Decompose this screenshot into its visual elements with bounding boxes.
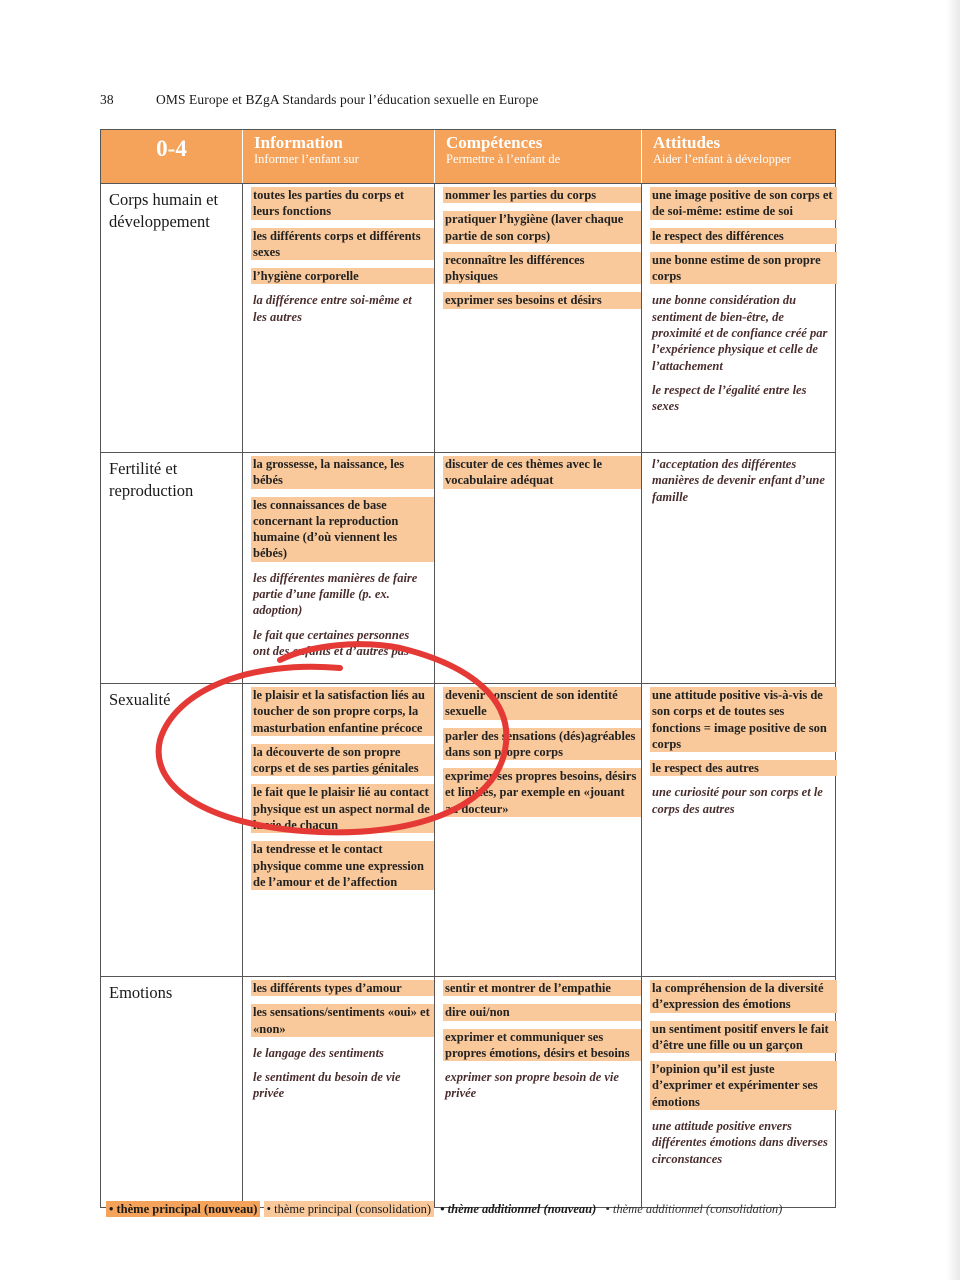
main-theme-item: la découverte de son propre corps et de ses parties génitales — [251, 744, 434, 777]
table-row — [101, 683, 835, 976]
cell-competences — [435, 453, 642, 683]
column-subtitle: Informer l’enfant sur — [254, 152, 359, 166]
cell-attitudes — [642, 184, 837, 452]
additional-theme-item: les différentes manières de faire partie d’une famille (p. ex. adoption) — [253, 570, 418, 618]
main-theme-item: un sentiment positif envers le fait d’être une fille ou un garçon — [650, 1021, 837, 1054]
additional-theme-item: le langage des sentiments — [253, 1045, 384, 1060]
cell-information — [243, 453, 435, 683]
cell-information — [243, 684, 435, 976]
table-row — [101, 452, 835, 683]
main-theme-item: le plaisir et la satisfaction liés au toucher de son propre corps, la masturbation enfantine précoce — [251, 687, 434, 736]
main-theme-item: exprimer ses besoins et désirs — [443, 292, 641, 308]
main-theme-item: une bonne estime de son propre corps — [650, 252, 837, 285]
column-title: Information — [254, 133, 343, 152]
column-subtitle: Aider l’enfant à développer — [653, 152, 791, 166]
main-theme-item: exprimer et communiquer ses propres émotions, désirs et besoins — [443, 1029, 641, 1062]
additional-theme-item: la différence entre soi-même et les autres — [253, 293, 412, 324]
column-title: Compétences — [446, 133, 543, 152]
main-theme-item: dire oui/non — [443, 1004, 641, 1020]
main-theme-item: nommer les parties du corps — [443, 187, 641, 203]
main-theme-item: une image positive de son corps et de soi-même: estime de soi — [650, 187, 837, 220]
main-theme-item: le fait que le plaisir lié au contact physique est un aspect normal de la vie de chacun — [251, 784, 434, 833]
additional-theme-item: le sentiment du besoin de vie privée — [253, 1070, 401, 1101]
column-header-information — [243, 130, 435, 183]
additional-theme-item: une bonne considération du sentiment de bien-être, de proximité et de confiance créé par l’expérience physique et celle de l’attachement — [652, 293, 828, 373]
main-theme-item: reconnaître les différences physiques — [443, 252, 641, 285]
additional-theme-item: le fait que certaines personnes ont des enfants et d’autres pas — [253, 627, 410, 658]
table-row — [101, 183, 835, 452]
main-theme-item: une attitude positive vis-à-vis de son corps et de toutes ses fonctions = image positive de son corps — [650, 687, 837, 752]
row-topic: Emotions — [101, 977, 243, 1207]
cell-information — [243, 184, 435, 452]
main-theme-item: la compréhension de la diversité d’expression des émotions — [650, 980, 837, 1013]
main-theme-item: sentir et montrer de l’empathie — [443, 980, 641, 996]
main-theme-item: l’hygiène corporelle — [251, 268, 434, 284]
main-theme-item: le respect des autres — [650, 760, 837, 776]
column-subtitle: Permettre à l’enfant de — [446, 152, 561, 166]
legend-additional-new: • thème additionnel (nouveau) — [440, 1202, 597, 1216]
main-theme-item: exprimer ses propres besoins, désirs et limites, par exemple en «jouant au docteur» — [443, 768, 641, 817]
column-header-competences — [435, 130, 642, 183]
additional-theme-item: une attitude positive envers différentes émotions dans diverses circonstances — [652, 1119, 828, 1166]
main-theme-item: les différents types d’amour — [251, 980, 434, 996]
page-header — [100, 92, 538, 108]
cell-information — [243, 977, 435, 1207]
legend — [106, 1202, 785, 1217]
table-body — [101, 183, 835, 1207]
cell-competences — [435, 977, 642, 1207]
main-theme-item: toutes les parties du corps et leurs fonctions — [251, 187, 434, 220]
row-topic: Fertilité et reproduction — [101, 453, 243, 683]
column-title: Attitudes — [653, 133, 721, 152]
main-theme-item: le respect des différences — [650, 228, 837, 244]
additional-theme-item: exprimer son propre besoin de vie privée — [445, 1070, 619, 1101]
cell-attitudes — [642, 453, 837, 683]
legend-primary-new: • thème principal (nouveau) — [106, 1201, 260, 1217]
table-header — [101, 130, 835, 183]
table-row — [101, 976, 835, 1207]
legend-primary-consolidation: • thème principal (consolidation) — [264, 1201, 434, 1217]
main-theme-item: les différents corps et différents sexes — [251, 228, 434, 261]
additional-theme-item: le respect de l’égalité entre les sexes — [652, 382, 807, 414]
main-theme-item: pratiquer l’hygiène (laver chaque partie de son corps) — [443, 211, 641, 244]
cell-attitudes — [642, 684, 837, 976]
additional-theme-item: l’acceptation des différentes manières de devenir enfant d’une famille — [652, 457, 825, 504]
legend-additional-consolidation: • thème additionnel (consolidation) — [605, 1202, 783, 1216]
document-title: OMS Europe et BZgA Standards pour l’éducation sexuelle en Europe — [156, 92, 539, 107]
additional-theme-item: une curiosité pour son corps et le corps des autres — [652, 785, 823, 816]
main-theme-item: discuter de ces thèmes avec le vocabulaire adéquat — [443, 456, 641, 489]
curriculum-table — [100, 129, 836, 1208]
age-group-label: 0-4 — [101, 130, 243, 183]
main-theme-item: devenir conscient de son identité sexuelle — [443, 687, 641, 720]
cell-competences — [435, 184, 642, 452]
row-topic: Sexualité — [101, 684, 243, 976]
main-theme-item: la tendresse et le contact physique comme une expression de l’amour et de l’affection — [251, 841, 434, 890]
main-theme-item: l’opinion qu’il est juste d’exprimer et expérimenter ses émotions — [650, 1061, 837, 1110]
main-theme-item: la grossesse, la naissance, les bébés — [251, 456, 434, 489]
main-theme-item: parler des sensations (dés)agréables dans son propre corps — [443, 728, 641, 761]
main-theme-item: les sensations/sentiments «oui» et «non» — [251, 1004, 434, 1037]
column-header-attitudes — [642, 130, 837, 183]
page-edge-shadow — [946, 0, 960, 1280]
main-theme-item: les connaissances de base concernant la reproduction humaine (d’où viennent les bébés) — [251, 497, 434, 562]
page-number: 38 — [100, 92, 114, 107]
cell-competences — [435, 684, 642, 976]
cell-attitudes — [642, 977, 837, 1207]
row-topic: Corps humain et développement — [101, 184, 243, 452]
